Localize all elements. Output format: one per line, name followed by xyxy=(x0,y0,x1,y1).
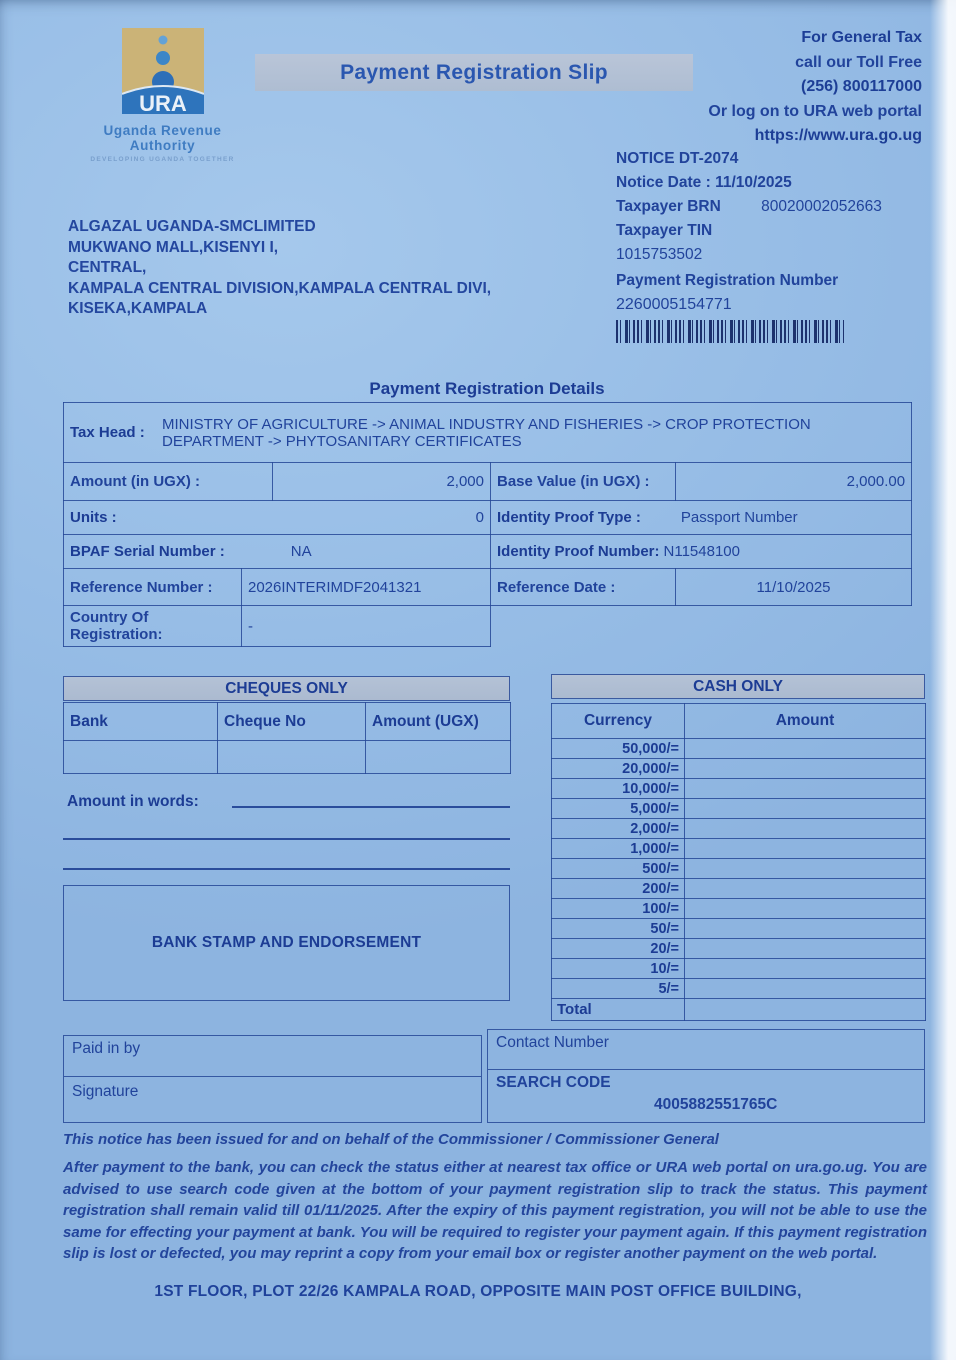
denomination-50000: 50,000/= xyxy=(552,739,685,759)
prn-label: Payment Registration Number xyxy=(616,272,839,289)
denomination-500: 500/= xyxy=(552,859,685,879)
cheques-bank-cell xyxy=(64,741,218,774)
notice-block xyxy=(616,150,946,349)
address-line: KAMPALA CENTRAL DIVISION,KAMPALA CENTRAL DIVI, xyxy=(68,279,492,297)
bank-stamp-box: BANK STAMP AND ENDORSEMENT xyxy=(63,885,510,1001)
cheques-table xyxy=(63,702,511,774)
base-value-label: Base Value (in UGX) : xyxy=(491,463,676,501)
denomination-20000: 20,000/= xyxy=(552,759,685,779)
cash-col-amount: Amount xyxy=(685,704,926,739)
denomination-100: 100/= xyxy=(552,899,685,919)
empty-cell xyxy=(491,606,912,647)
svg-text:URA: URA xyxy=(138,91,187,114)
contact-line-1: For General Tax xyxy=(801,29,922,46)
logo-org-name: Uganda Revenue Authority xyxy=(103,123,222,153)
contact-line-2: call our Toll Free xyxy=(795,53,922,71)
taxpayer-brn-row xyxy=(616,198,946,216)
cheques-col-amount: Amount (UGX) xyxy=(366,703,511,741)
cheques-col-cheque-no: Cheque No xyxy=(218,703,366,741)
notice-date-row xyxy=(616,174,946,192)
denomination-5000: 5,000/= xyxy=(552,799,685,819)
reference-date-value: 11/10/2025 xyxy=(676,569,912,606)
ura-portal-url: https://www.ura.go.ug xyxy=(754,127,922,144)
page-title: Payment Registration Slip xyxy=(255,54,693,91)
contact-block xyxy=(600,26,922,149)
contact-search-box xyxy=(487,1029,925,1123)
denomination-5: 5/= xyxy=(552,979,685,999)
contact-line-4: Or log on to URA web portal xyxy=(708,102,922,120)
identity-proof-type-value: Passport Number xyxy=(680,509,798,526)
tax-head-value: MINISTRY OF AGRICULTURE -> ANIMAL INDUSTRY AND FISHERIES -> CROP PROTECTION DEPARTMENT -> PHYTOSANITARY CERTIFICATES xyxy=(162,415,811,450)
cash-amount-cell xyxy=(685,819,926,839)
ura-logo-icon xyxy=(122,28,204,114)
identity-proof-type-cell xyxy=(491,501,912,535)
cash-only-header: CASH ONLY xyxy=(551,674,925,699)
taxpayer-tin-label: Taxpayer TIN xyxy=(616,222,713,239)
address-line: ALGAZAL UGANDA-SMCLIMITED xyxy=(68,218,316,235)
issued-note: This notice has been issued for and on behalf of the Commissioner / Commissioner General xyxy=(63,1131,719,1148)
cash-amount-cell xyxy=(685,799,926,819)
search-code-value: 4005882551765C xyxy=(654,1096,778,1113)
amount-in-words-line-3 xyxy=(63,868,510,870)
logo-tagline: DEVELOPING UGANDA TOGETHER xyxy=(90,156,235,163)
amount-in-words-label: Amount in words: xyxy=(67,793,199,810)
taxpayer-address xyxy=(68,217,491,320)
bpaf-cell xyxy=(64,535,491,569)
denomination-50: 50/= xyxy=(552,919,685,939)
cash-amount-cell xyxy=(685,759,926,779)
address-line: MUKWANO MALL,KISENYI I, xyxy=(68,238,279,256)
amount-in-words-line-2 xyxy=(63,838,510,840)
cash-total-cell xyxy=(685,999,926,1021)
cash-amount-cell xyxy=(685,739,926,759)
cheques-cheque-no-cell xyxy=(218,741,366,774)
denomination-2000: 2,000/= xyxy=(552,819,685,839)
cash-amount-cell xyxy=(685,919,926,939)
amount-in-words-line-1 xyxy=(232,806,510,808)
address-line: KISEKA,KAMPALA xyxy=(68,300,208,317)
cheques-amount-cell xyxy=(366,741,511,774)
cheques-col-bank: Bank xyxy=(64,703,218,741)
reference-number-value: 2026INTERIMDF2041321 xyxy=(242,569,491,606)
office-address-footer: 1ST FLOOR, PLOT 22/26 KAMPALA ROAD, OPPOSITE MAIN POST OFFICE BUILDING, xyxy=(154,1283,802,1300)
units-value: 0 xyxy=(475,509,484,526)
ura-logo xyxy=(70,28,255,163)
bpaf-label: BPAF Serial Number : xyxy=(70,543,225,560)
cash-amount-cell xyxy=(685,899,926,919)
denomination-10000: 10,000/= xyxy=(552,779,685,799)
country-label: Country Of Registration: xyxy=(64,606,242,647)
reference-number-label: Reference Number : xyxy=(64,569,242,606)
prn-value: 2260005154771 xyxy=(616,296,732,313)
denomination-20: 20/= xyxy=(552,939,685,959)
identity-proof-number-label: Identity Proof Number: xyxy=(497,543,660,560)
prn-barcode xyxy=(616,320,844,343)
address-line: CENTRAL, xyxy=(68,259,147,276)
details-table xyxy=(63,402,912,647)
taxpayer-brn-label: Taxpayer BRN xyxy=(616,198,721,215)
cheques-only-header: CHEQUES ONLY xyxy=(63,676,510,701)
units-cell xyxy=(64,501,491,535)
payment-validity-note: After payment to the bank, you can check the status either at nearest tax office or URA web portal on ura.go.ug. You are advised to use search code given at the bottom of your payment registration slip to track the status. This payment registration shall remain valid till 01/11/2025. After the expiry of this payment registration, you will not be able to use the same for effecting your payment at bank. You will be required to register your payment again. If this payment registration slip is lost or defected, you may reprint a copy from your email box or register another payment on the web portal. xyxy=(63,1159,927,1262)
cash-amount-cell xyxy=(685,779,926,799)
cash-total-label: Total xyxy=(552,999,685,1021)
tollfree-number: (256) 800117000 xyxy=(801,78,922,95)
cash-table xyxy=(551,703,926,1021)
cash-amount-cell xyxy=(685,959,926,979)
cash-amount-cell xyxy=(685,879,926,899)
taxpayer-tin-value: 1015753502 xyxy=(616,246,703,263)
reference-date-label: Reference Date : xyxy=(491,569,676,606)
cash-col-currency: Currency xyxy=(552,704,685,739)
country-value: - xyxy=(242,606,491,647)
notice-date-value: 11/10/2025 xyxy=(715,174,792,191)
notice-number: NOTICE DT-2074 xyxy=(616,150,739,167)
cash-amount-cell xyxy=(685,979,926,999)
search-code-label: SEARCH CODE xyxy=(496,1074,611,1091)
identity-proof-type-label: Identity Proof Type : xyxy=(497,509,641,526)
paid-in-by-label: Paid in by xyxy=(64,1036,481,1077)
taxpayer-brn-value: 80020002052663 xyxy=(761,198,882,215)
bpaf-value: NA xyxy=(290,543,312,560)
identity-proof-number-value: N11548100 xyxy=(663,543,740,560)
contact-number-label: Contact Number xyxy=(488,1030,924,1070)
units-label: Units : xyxy=(70,509,117,526)
cash-amount-cell xyxy=(685,859,926,879)
search-code-row xyxy=(488,1070,924,1122)
identity-proof-number-cell xyxy=(491,535,912,569)
cash-amount-cell xyxy=(685,939,926,959)
tax-head-label: Tax Head : xyxy=(70,424,145,441)
amount-label: Amount (in UGX) : xyxy=(64,463,273,501)
denomination-1000: 1,000/= xyxy=(552,839,685,859)
tax-head-cell xyxy=(64,403,912,463)
paid-in-by-box xyxy=(63,1035,482,1123)
details-section-title: Payment Registration Details xyxy=(369,379,605,398)
cash-amount-cell xyxy=(685,839,926,859)
denomination-10: 10/= xyxy=(552,959,685,979)
base-value-value: 2,000.00 xyxy=(676,463,912,501)
notice-date-label: Notice Date : xyxy=(616,174,711,191)
denomination-200: 200/= xyxy=(552,879,685,899)
amount-value: 2,000 xyxy=(273,463,491,501)
signature-label: Signature xyxy=(72,1083,139,1100)
